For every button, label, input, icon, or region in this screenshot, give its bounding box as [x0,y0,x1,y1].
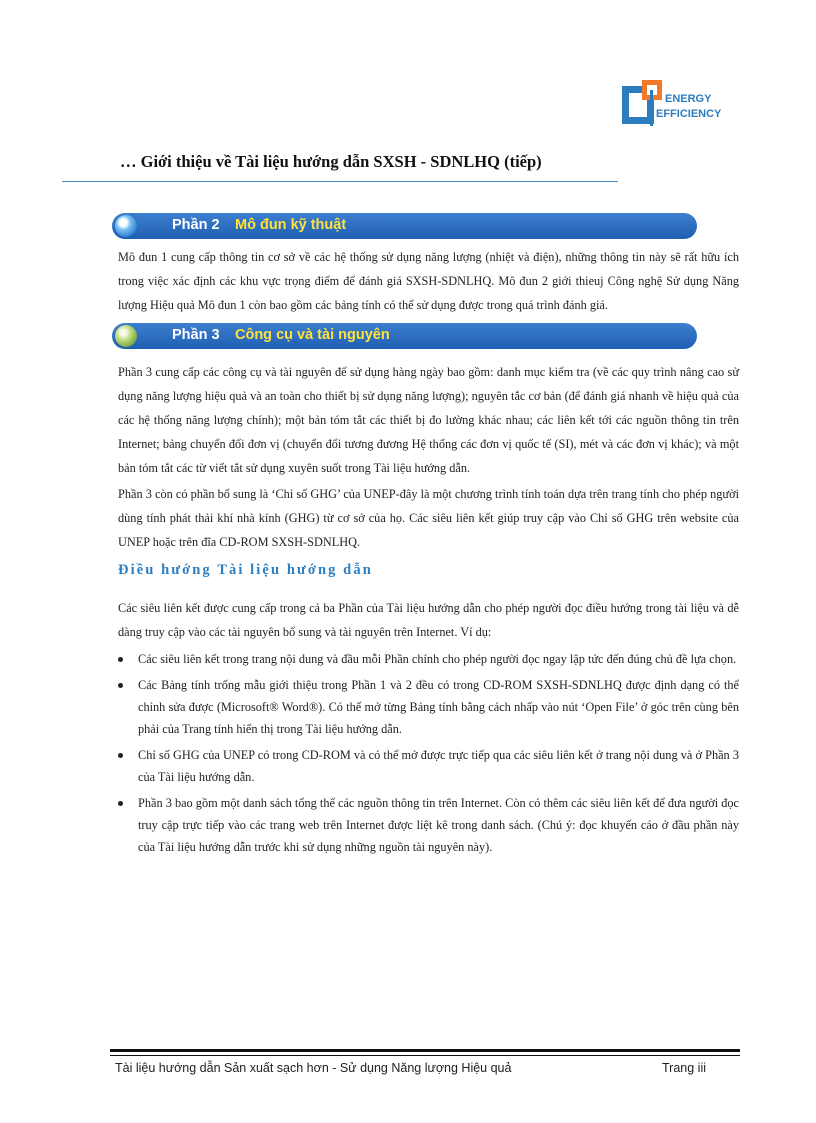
navigation-intro [118,596,739,644]
page-number: Trang iii [662,1061,706,1075]
navigation-bullet-list [118,648,739,862]
footer-divider-thin [110,1055,740,1056]
list-item [118,744,739,788]
section-3-number: Phần 3 [172,327,220,343]
bullet-orb-icon [115,215,137,237]
section-3-paragraph-2: Phần 3 còn có phần bổ sung là ‘Chỉ số GHG’ của UNEP-đây là một chương trình tính toán dựa trên trang tính cho phép người dùng tính phát thải khí nhà kính (GHG) từ cơ sở của họ. Các siêu liên kết giúp truy cập vào Chỉ số GHG trên website của UNEP hoặc trên đĩa CD-ROM SXSH-SDNLHQ. [118,487,739,549]
page-title: … Giới thiệu về Tài liệu hướng dẫn SXSH - SDNLHQ (tiếp) [120,152,542,171]
navigation-intro-paragraph: Các siêu liên kết được cung cấp trong cả ba Phần của Tài liệu hướng dẫn cho phép người đọc điều hướng trong tài liệu và dễ dàng truy cập vào các tài nguyên bổ sung và tài nguyên trên Internet. Ví dụ: [118,601,739,639]
bullet-orb-icon [115,325,137,347]
section-2-paragraph: Mô đun 1 cung cấp thông tin cơ sở về các hệ thống sử dụng năng lượng (nhiệt và điện), những thông tin này sẽ rất hữu ích trong việc xác định các khu vực trọng điểm để đánh giá SXSH-SDNLHQ. Mô đun 2 giới thieuj Công nghệ Sử dụng Năng lượng Hiệu quả Mô đun 1 còn bao gồm các bảng tính có thể sử dụng được trong quá trình đánh giá. [118,250,739,312]
section-3-text [118,360,739,554]
footer-document-title: Tài liệu hướng dẫn Sản xuất sạch hơn - Sử dụng Năng lượng Hiệu quả [115,1061,512,1075]
section-2-text [118,245,739,317]
section-3-paragraph-1: Phần 3 cung cấp các công cụ và tài nguyên để sử dụng hàng ngày bao gồm: danh mục kiểm tra (về các quy trình nâng cao sử dụng năng lượng hiệu quả và an toàn cho thiết bị sử dụng năng lượng); nguyên tắc cơ bản (để đánh giá nhanh về hiệu quả của các hệ thống năng lượng chính); một bản tóm tắt các thiết bị đo lường khác nhau; các liên kết tới các nguồn thông tin trên Internet; bảng chuyển đổi đơn vị (chuyển đổi tương đương Hệ thống các đơn vị quốc tế (SI), mét và các đơn vị khác); và một bản tóm tắt các từ viết tắt sử dụng xuyên suốt trong Tài liệu hướng dẫn. [118,365,739,475]
bullet-icon [118,801,123,806]
list-item-text: Chỉ số GHG của UNEP có trong CD-ROM và có thể mở được trực tiếp qua các siêu liên kết ở trang nội dung và ở Phần 3 của Tài liệu hướng dẫn. [138,748,739,784]
list-item [118,792,739,858]
list-item-text: Phần 3 bao gồm một danh sách tổng thể các nguồn thông tin trên Internet. Còn có thêm các siêu liên kết để đưa người đọc truy cập trực tiếp vào các trang web trên Internet được liệt kê trong danh sách. (Chú ý: đọc khuyến cáo ở đầu phần này của Tài liệu hướng dẫn trước khi sử dụng những nguồn tài nguyên này). [138,796,739,854]
list-item [118,648,739,670]
logo-text-efficiency: EFFICIENCY [656,108,722,120]
bullet-icon [118,683,123,688]
bullet-icon [118,657,123,662]
logo-text-energy: ENERGY [665,93,712,105]
navigation-heading: Điều hướng Tài liệu hướng dẫn [118,562,373,578]
footer-divider-thick [110,1049,740,1052]
section-2-number: Phần 2 [172,217,220,233]
energy-efficiency-logo [620,80,740,130]
bullet-icon [118,753,123,758]
section-2-name: Mô đun kỹ thuật [235,217,347,233]
list-item-text: Các siêu liên kết trong trang nội dung và đầu mỗi Phần chính cho phép người đọc ngay lập tức đến đúng chủ đề lựa chọn. [138,652,737,666]
section-3-banner [112,323,697,349]
title-divider [62,181,618,182]
section-2-banner [112,213,697,239]
list-item [118,674,739,740]
list-item-text: Các Bảng tính trống mẫu giới thiệu trong Phần 1 và 2 đều có trong CD-ROM SXSH-SDNLHQ được định dạng có thể chỉnh sửa được (Microsoft® Word®). Có thể mở từng Bảng tính bằng cách nhấp vào nút ‘Open File’ ở góc trên cùng bên phải của Trang tính hiển thị trong Tài liệu hướng dẫn. [138,678,739,736]
section-3-name: Công cụ và tài nguyên [235,327,390,343]
